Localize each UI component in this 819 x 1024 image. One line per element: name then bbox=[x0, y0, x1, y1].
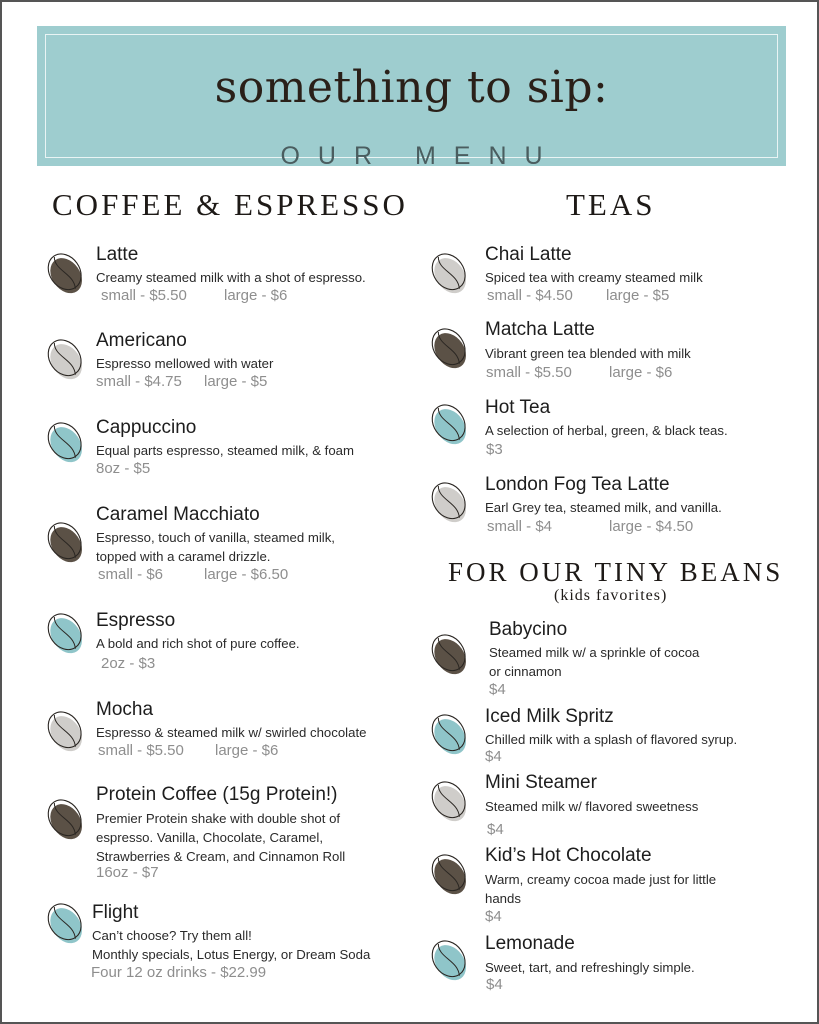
item-name: Hot Tea bbox=[485, 397, 551, 418]
coffee-bean-icon bbox=[426, 630, 472, 680]
item-price: small - $5.50 bbox=[486, 364, 572, 381]
coffee-bean-icon bbox=[42, 899, 88, 949]
item-price: small - $4 bbox=[487, 518, 553, 535]
coffee-bean-icon bbox=[426, 478, 472, 528]
item-price: $4 bbox=[485, 748, 502, 765]
item-description: topped with a caramel drizzle. bbox=[96, 549, 271, 564]
item-price: small - $6 bbox=[98, 566, 164, 583]
item-name: Kid’s Hot Chocolate bbox=[485, 845, 652, 866]
coffee-section-heading: COFFEE & ESPRESSO bbox=[52, 187, 408, 222]
item-price: $4 bbox=[486, 976, 503, 993]
item-name: Lemonade bbox=[485, 933, 575, 954]
item-name: London Fog Tea Latte bbox=[485, 474, 670, 495]
coffee-bean-icon bbox=[426, 324, 472, 374]
item-description: Chilled milk with a splash of flavored syrup. bbox=[485, 732, 738, 747]
item-name: Americano bbox=[96, 330, 187, 351]
kids-section-heading: FOR OUR TINY BEANS bbox=[448, 557, 784, 587]
item-description: Creamy steamed milk with a shot of espresso. bbox=[96, 270, 366, 285]
item-description: Monthly specials, Lotus Energy, or Dream Soda bbox=[92, 947, 371, 962]
item-name: Babycino bbox=[489, 619, 568, 640]
coffee-bean-icon bbox=[42, 795, 88, 845]
item-name: Flight bbox=[92, 902, 139, 923]
item-description: Sweet, tart, and refreshingly simple. bbox=[485, 960, 695, 975]
item-price: large - $5 bbox=[204, 373, 268, 390]
item-price: 16oz - $7 bbox=[96, 864, 159, 881]
item-name: Caramel Macchiato bbox=[96, 504, 260, 525]
item-name: Chai Latte bbox=[485, 244, 572, 265]
coffee-bean-icon bbox=[426, 710, 472, 760]
item-price: large - $6 bbox=[609, 364, 673, 381]
item-name: Cappuccino bbox=[96, 417, 197, 438]
coffee-bean-icon bbox=[426, 400, 472, 450]
header-banner bbox=[37, 26, 786, 170]
item-description: Steamed milk w/ flavored sweetness bbox=[485, 799, 699, 814]
coffee-bean-icon bbox=[42, 609, 88, 659]
item-description: Vibrant green tea blended with milk bbox=[485, 346, 691, 361]
item-name: Protein Coffee (15g Protein!) bbox=[96, 784, 338, 805]
teas-section-heading: TEAS bbox=[566, 187, 656, 222]
item-price: $4 bbox=[487, 821, 504, 838]
item-description: Warm, creamy cocoa made just for little bbox=[485, 872, 717, 887]
menu-title: something to sip: bbox=[214, 62, 609, 113]
item-price: large - $6 bbox=[215, 742, 279, 759]
item-description: Can’t choose? Try them all! bbox=[92, 928, 252, 943]
item-price: Four 12 oz drinks - $22.99 bbox=[91, 964, 267, 981]
coffee-bean-icon bbox=[42, 518, 88, 568]
item-name: Mini Steamer bbox=[485, 772, 597, 793]
item-name: Espresso bbox=[96, 610, 176, 631]
item-name: Iced Milk Spritz bbox=[485, 706, 614, 727]
item-description: Steamed milk w/ a sprinkle of cocoa bbox=[489, 645, 700, 660]
item-description: hands bbox=[485, 891, 521, 906]
coffee-bean-icon bbox=[42, 418, 88, 468]
coffee-bean-icon bbox=[426, 936, 472, 986]
coffee-bean-icon bbox=[42, 335, 88, 385]
item-name: Latte bbox=[96, 244, 139, 265]
item-description: Espresso mellowed with water bbox=[96, 356, 274, 371]
item-price: large - $5 bbox=[606, 287, 670, 304]
item-name: Matcha Latte bbox=[485, 319, 595, 340]
item-price: small - $4.75 bbox=[96, 373, 182, 390]
coffee-bean-icon bbox=[42, 707, 88, 757]
item-description: Equal parts espresso, steamed milk, & foam bbox=[96, 443, 354, 458]
item-price: 8oz - $5 bbox=[96, 460, 151, 477]
item-description: or cinnamon bbox=[489, 664, 562, 679]
item-price: small - $4.50 bbox=[487, 287, 573, 304]
item-description: Spiced tea with creamy steamed milk bbox=[485, 270, 703, 285]
item-description: Earl Grey tea, steamed milk, and vanilla. bbox=[485, 500, 722, 515]
item-description: Premier Protein shake with double shot of bbox=[96, 811, 341, 826]
item-price: large - $6 bbox=[224, 287, 288, 304]
item-description: A selection of herbal, green, & black teas. bbox=[485, 423, 728, 438]
coffee-bean-icon bbox=[426, 249, 472, 299]
menu-subtitle: OUR MENU bbox=[280, 142, 561, 170]
kids-section-subheading: (kids favorites) bbox=[554, 587, 668, 604]
item-price: small - $5.50 bbox=[101, 287, 187, 304]
item-description: A bold and rich shot of pure coffee. bbox=[96, 636, 300, 651]
item-description: Espresso, touch of vanilla, steamed milk, bbox=[96, 530, 335, 545]
item-price: large - $4.50 bbox=[609, 518, 694, 535]
coffee-bean-icon bbox=[426, 777, 472, 827]
coffee-bean-icon bbox=[426, 850, 472, 900]
item-price: small - $5.50 bbox=[98, 742, 184, 759]
item-price: $4 bbox=[485, 908, 502, 925]
item-description: Strawberries & Cream, and Cinnamon Roll bbox=[96, 849, 346, 864]
item-name: Mocha bbox=[96, 699, 154, 720]
coffee-bean-icon bbox=[42, 249, 88, 299]
item-price: large - $6.50 bbox=[204, 566, 289, 583]
item-description: espresso. Vanilla, Chocolate, Caramel, bbox=[96, 830, 323, 845]
item-price: $3 bbox=[486, 441, 503, 458]
item-description: Espresso & steamed milk w/ swirled chocolate bbox=[96, 725, 367, 740]
item-price: $4 bbox=[489, 681, 506, 698]
item-price: 2oz - $3 bbox=[101, 655, 156, 672]
